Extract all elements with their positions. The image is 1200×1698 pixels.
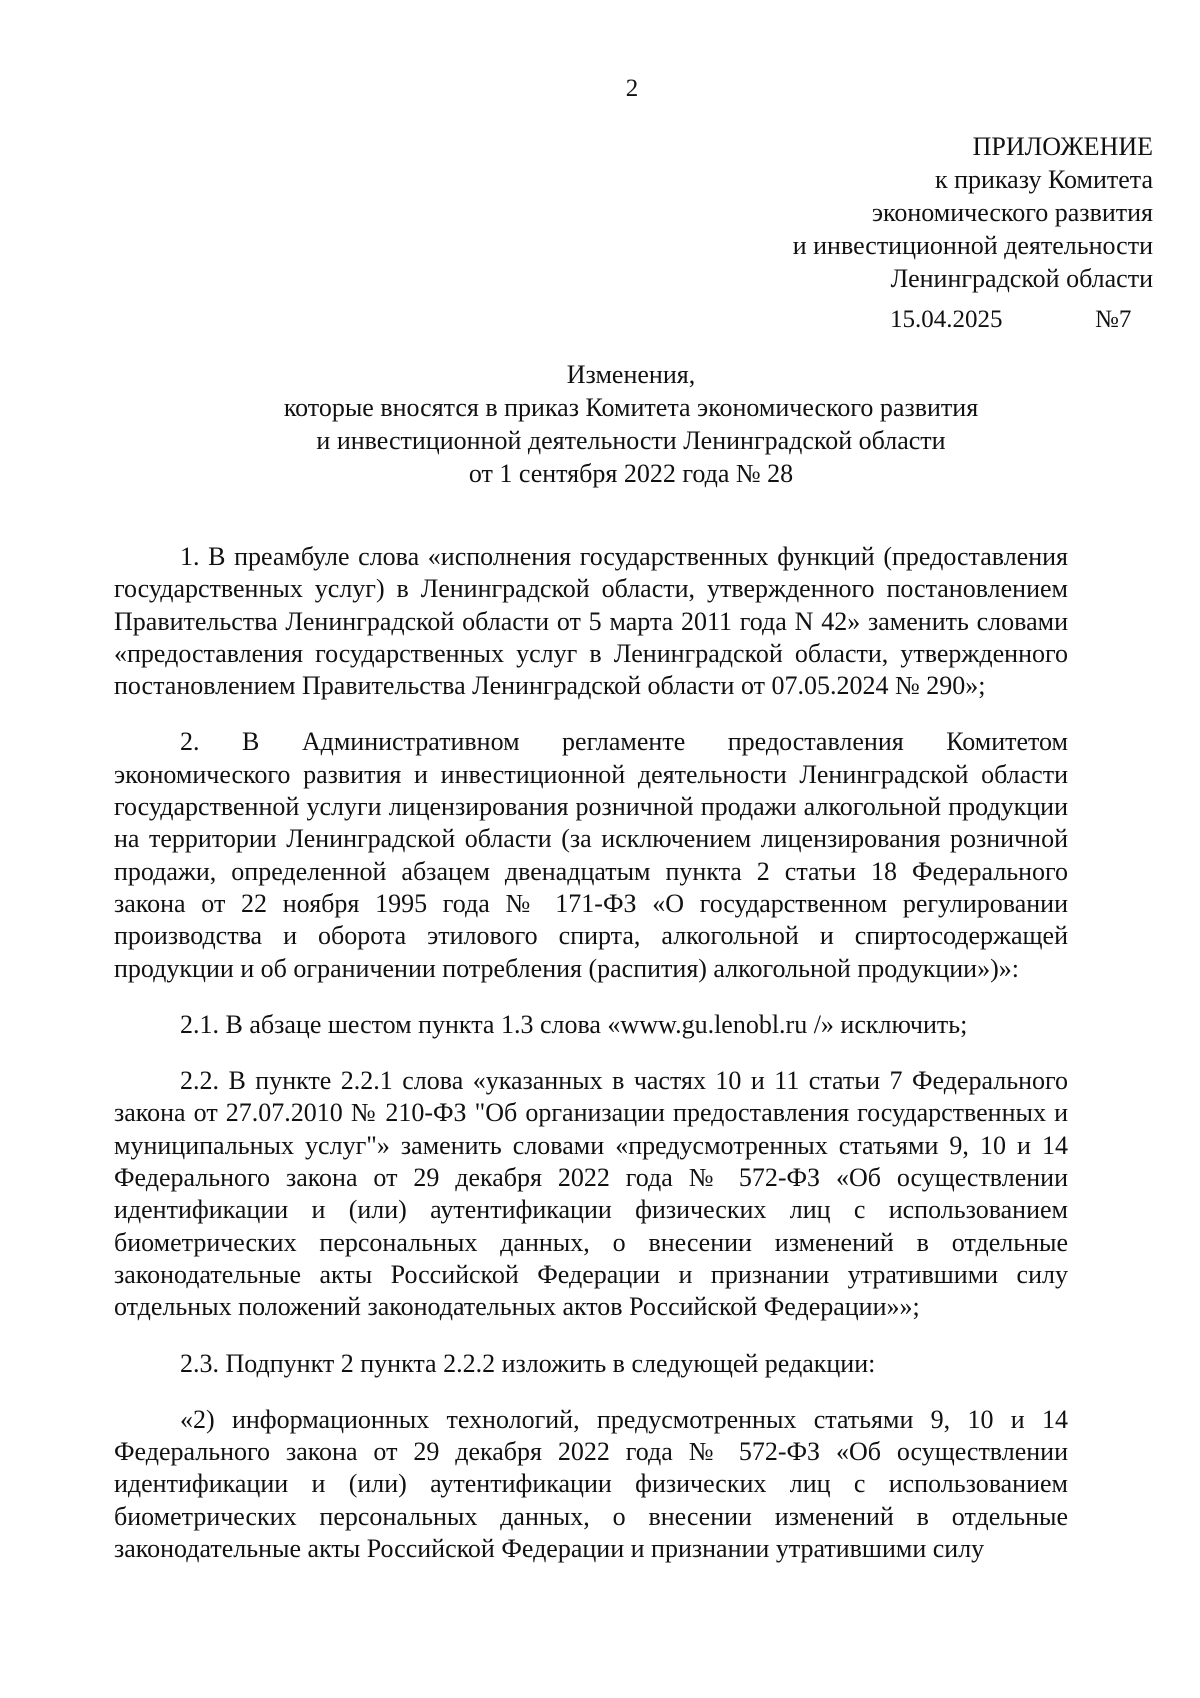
order-date: 15.04.2025 bbox=[890, 306, 1003, 333]
paragraph-quote: «2) информационных технологий, предусмотренных статьями 9, 10 и 14 Федерального закона от 29 декабря 2022 года № 572-ФЗ «Об осуществлении идентификации и (или) аутентификации физических лиц с использованием биометрических персональных данных, о внесении изменений в отдельные законодательные акты Российской Федерации и признании утратившими силу bbox=[114, 1404, 1068, 1564]
appendix-title: ПРИЛОЖЕНИЕ bbox=[972, 132, 1153, 161]
paragraph-1: 1. В преамбуле слова «исполнения государственных функций (предоставления государственных услуг) в Ленинградской области, утвержденного постановлением Правительства Ленинградской области от 5 марта 2011 года N 42» заменить словами «предоставления государственных услуг в Ленинградской области, утвержденного постановлением Правительства Ленинградской области от 07.05.2024 № 290»; bbox=[114, 542, 1068, 701]
document-heading bbox=[200, 358, 1062, 490]
paragraph-2-1: 2.1. В абзаце шестом пункта 1.3 слова «www.gu.lenobl.ru /» исключить; bbox=[180, 1009, 968, 1039]
appendix-line: и инвестиционной деятельности bbox=[792, 231, 1153, 260]
paragraph-2: 2. В Административном регламенте предоставления Комитетом экономического развития и инвестиционной деятельности Ленинградской области государственной услуги лицензирования розничной продажи алкогольной продукции на территории Ленинградской области (за исключением лицензирования розничной продажи, определенной абзацем двенадцатым пункта 2 статьи 18 Федерального закона от 22 ноября 1995 года № 171-ФЗ «О государственном регулировании производства и оборота этилового спирта, алкогольной и спиртосодержащей продукции и об ограничении потребления (распития) алкогольной продукции»)»: bbox=[114, 727, 1068, 983]
heading-line: от 1 сентября 2022 года № 28 bbox=[468, 459, 794, 488]
appendix-line: к приказу Комитета bbox=[934, 165, 1153, 194]
heading-line: Изменения, bbox=[566, 360, 696, 389]
document-body bbox=[114, 541, 1068, 1565]
appendix-line: экономического развития bbox=[871, 198, 1153, 227]
appendix-line: Ленинградской области bbox=[890, 264, 1153, 293]
paragraph-2-3: 2.3. Подпункт 2 пункта 2.2.2 изложить в следующей редакции: bbox=[180, 1348, 876, 1378]
order-number: №7 bbox=[1095, 306, 1132, 333]
appendix-block bbox=[400, 130, 1200, 295]
page-number: 2 bbox=[625, 75, 639, 102]
paragraph-2-2: 2.2. В пункте 2.2.1 слова «указанных в частях 10 и 11 статьи 7 Федерального закона от 27.07.2010 № 210-ФЗ "Об организации предоставления государственных и муниципальных услуг"» заменить словами «предусмотренных статьями 9, 10 и 14 Федерального закона от 29 декабря 2022 года № 572-ФЗ «Об осуществлении идентификации и (или) аутентификации физических лиц с использованием биометрических персональных данных, о внесении изменений в отдельные законодательные акты Российской Федерации и признании утратившими силу отдельных положений законодательных актов Российской Федерации»»; bbox=[114, 1066, 1068, 1322]
heading-line: которые вносятся в приказ Комитета экономического развития bbox=[283, 393, 979, 422]
heading-line: и инвестиционной деятельности Ленинградской области bbox=[316, 426, 946, 455]
